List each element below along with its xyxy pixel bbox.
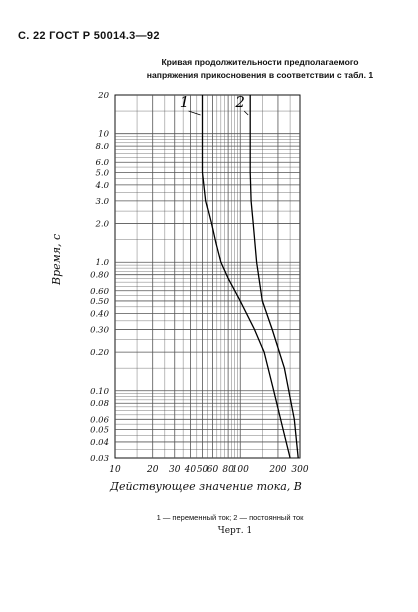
y-axis-label: Время, с	[50, 233, 63, 285]
y-tick-label: 0.20	[90, 348, 109, 359]
y-tick-label: 20	[98, 91, 109, 101]
y-tick-label: 0.08	[90, 399, 109, 410]
y-tick-label: 3.0	[95, 196, 109, 207]
y-tick-label: 0.10	[90, 386, 109, 397]
chart-title-line-1: Кривая продолжительности предполагаемого	[161, 57, 359, 67]
y-tick-label: 0.40	[90, 309, 109, 320]
x-tick-label: 300	[291, 465, 309, 475]
series-label-1: 1	[179, 93, 190, 111]
x-tick-label: 30	[169, 465, 181, 475]
y-tick-label: 4.0	[95, 180, 109, 191]
y-tick-label: 0.50	[90, 296, 109, 307]
legend-text: 1 — переменный ток; 2 — постоянный ток	[156, 513, 304, 522]
figure-caption: Черт. 1	[217, 526, 253, 536]
series-label-2: 2	[235, 93, 245, 111]
x-axis-label: Действующее значение тока, В	[110, 480, 302, 493]
y-tick-label: 2.0	[95, 219, 109, 230]
y-tick-label: 6.0	[95, 158, 109, 169]
y-tick-label: 5.0	[95, 168, 109, 179]
y-tick-label: 10	[98, 129, 109, 140]
y-tick-label: 8.0	[95, 142, 109, 153]
x-tick-label: 10	[109, 465, 121, 475]
x-tick-label: 40	[184, 465, 197, 475]
x-tick-label: 200	[269, 465, 287, 475]
x-tick-label: 20	[146, 465, 159, 475]
y-tick-label: 0.04	[90, 437, 109, 448]
x-tick-label: 50	[196, 465, 209, 475]
page-header: С. 22 ГОСТ Р 50014.3—92	[18, 30, 160, 42]
y-tick-label: 0.80	[90, 270, 109, 281]
y-tick-label: 1.0	[95, 258, 109, 269]
y-tick-label: 0.05	[90, 425, 109, 436]
y-tick-label: 0.03	[90, 454, 109, 464]
y-tick-label: 0.06	[90, 415, 109, 426]
y-tick-label: 0.30	[90, 325, 109, 336]
chart-title-line-2: напряжения прикосновения в соответствии с табл. 1	[146, 70, 374, 80]
y-tick-label: 0.60	[90, 286, 109, 297]
x-tick-label: 100	[231, 465, 249, 475]
x-tick-label: 80	[222, 465, 234, 475]
x-tick-label: 60	[206, 465, 219, 475]
